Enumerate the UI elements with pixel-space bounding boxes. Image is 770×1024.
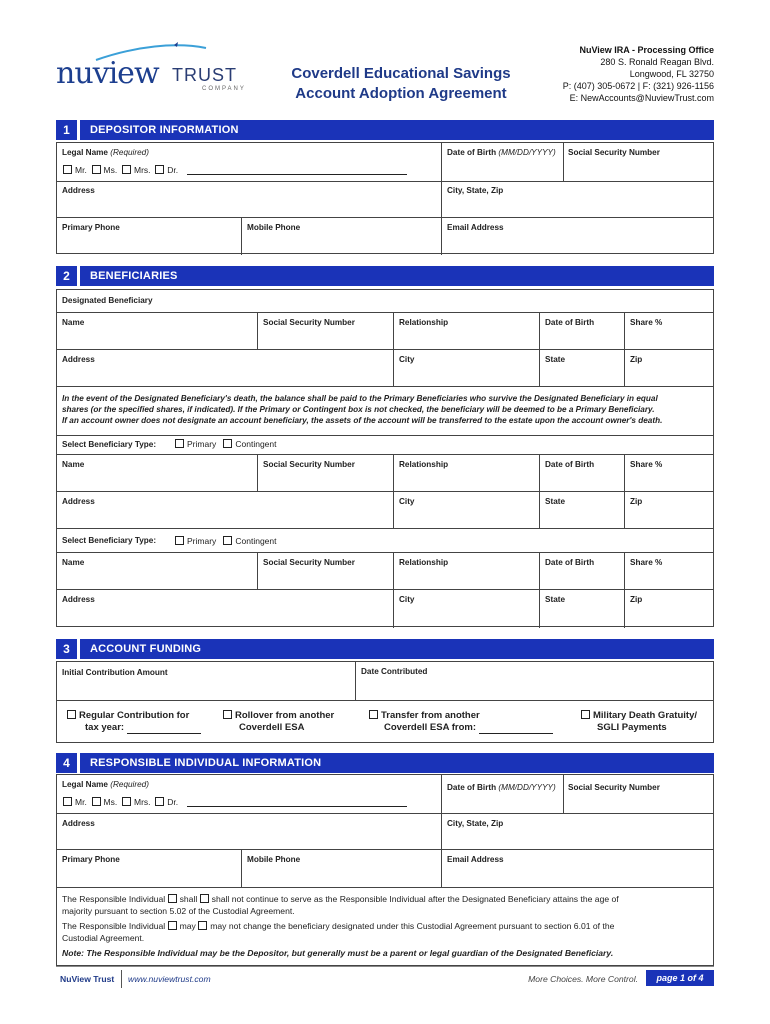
- state-label: State: [545, 595, 566, 604]
- divider: [57, 435, 713, 436]
- dob-text: Date of Birth: [447, 148, 497, 157]
- relationship-label: Relationship: [399, 318, 449, 327]
- required-text: (Required): [110, 780, 149, 789]
- initial-contribution-label: Initial Contribution Amount: [62, 668, 168, 677]
- mrs-checkbox[interactable]: [122, 797, 131, 806]
- divider: [57, 312, 713, 313]
- email-label: Email Address: [447, 223, 504, 232]
- divider: [241, 849, 242, 887]
- mrs-label: Mrs.: [133, 165, 151, 175]
- contingent-label: Contingent: [235, 536, 277, 546]
- page-indicator: page 1 of 4: [646, 970, 714, 986]
- transfer-from-input[interactable]: [479, 733, 553, 734]
- document-title: [270, 64, 532, 104]
- footer-slogan: More Choices. More Control.: [528, 974, 638, 984]
- clause-text: may not change the beneficiary designated under this Custodial Agreement pursuant to section 6.01 of the: [210, 921, 615, 931]
- mr-label: Mr.: [75, 165, 87, 175]
- relationship-label: Relationship: [399, 558, 449, 567]
- section-number: 4: [56, 753, 80, 773]
- option-label: Regular Contribution for: [79, 710, 190, 721]
- office-city: Longwood, FL 32750: [629, 69, 714, 79]
- dob-format: (MM/DD/YYYY): [498, 148, 556, 157]
- dob-label: Date of Birth: [545, 460, 595, 469]
- divider: [563, 143, 564, 181]
- clause-text: Custodial Agreement.: [62, 932, 145, 943]
- dob-label: Date of Birth: [545, 318, 595, 327]
- section-number: 3: [56, 639, 80, 659]
- name-label: Name: [62, 318, 85, 327]
- shall-label: shall: [179, 894, 198, 904]
- clause-text: The Responsible Individual: [62, 894, 166, 904]
- option-transfer: [369, 710, 553, 734]
- address-label: Address: [62, 595, 95, 604]
- section-title: ACCOUNT FUNDING: [90, 643, 202, 655]
- divider: [57, 454, 713, 455]
- state-label: State: [545, 355, 566, 364]
- dob-label: [447, 783, 556, 792]
- contingent-checkbox[interactable]: [223, 439, 232, 448]
- zip-label: Zip: [630, 497, 643, 506]
- option-regular-contribution: [67, 710, 201, 734]
- option-label: tax year:: [85, 722, 125, 733]
- office-phone: P: (407) 305-0672 | F: (321) 926-1156: [562, 81, 714, 91]
- ms-checkbox[interactable]: [92, 797, 101, 806]
- share-label: Share %: [630, 460, 663, 469]
- legal-name-label: [62, 780, 149, 789]
- dr-checkbox[interactable]: [155, 797, 164, 806]
- dr-label: Dr.: [167, 165, 179, 175]
- ssn-label: Social Security Number: [263, 460, 355, 469]
- office-street: 280 S. Ronald Reagan Blvd.: [600, 57, 714, 67]
- option-label: Coverdell ESA from:: [384, 722, 477, 733]
- legal-name-label: [62, 148, 149, 157]
- email-label: Email Address: [447, 855, 504, 864]
- mrs-checkbox[interactable]: [122, 165, 131, 174]
- section-bar-depositor: [56, 120, 714, 140]
- divider: [257, 312, 258, 349]
- dob-format: (MM/DD/YYYY): [498, 783, 556, 792]
- regular-contribution-checkbox[interactable]: [67, 710, 76, 719]
- primary-label: Primary: [187, 536, 217, 546]
- divider: [441, 849, 442, 887]
- legal-name-input[interactable]: [187, 174, 407, 175]
- title-options: [63, 165, 407, 175]
- select-type-label: Select Beneficiary Type:: [62, 536, 157, 545]
- dr-label: Dr.: [167, 797, 179, 807]
- funding-form: [56, 661, 714, 743]
- required-text: (Required): [110, 148, 149, 157]
- designated-beneficiary-label: Designated Beneficiary: [62, 296, 153, 305]
- beneficiary-type-options: [175, 536, 277, 546]
- footer: [56, 970, 714, 988]
- dr-checkbox[interactable]: [155, 165, 164, 174]
- divider: [57, 491, 713, 492]
- ssn-label: Social Security Number: [263, 558, 355, 567]
- divider: [57, 552, 713, 553]
- ms-checkbox[interactable]: [92, 165, 101, 174]
- primary-checkbox[interactable]: [175, 536, 184, 545]
- date-contributed-label: Date Contributed: [361, 667, 428, 676]
- footer-website-link[interactable]: www.nuviewtrust.com: [128, 974, 211, 984]
- zip-label: Zip: [630, 595, 643, 604]
- title-line-1: Coverdell Educational Savings: [291, 65, 511, 82]
- divider: [57, 849, 713, 850]
- legal-name-text: Legal Name: [62, 780, 108, 789]
- dob-label: [447, 148, 556, 157]
- shall-not-checkbox[interactable]: [200, 894, 209, 903]
- name-label: Name: [62, 558, 85, 567]
- title-line-2: Account Adoption Agreement: [295, 85, 507, 102]
- ssn-label: Social Security Number: [263, 318, 355, 327]
- city-label: City: [399, 497, 415, 506]
- divider: [441, 775, 442, 849]
- address-label: Address: [62, 497, 95, 506]
- beneficiaries-form: [56, 289, 714, 627]
- section-bar-beneficiaries: [56, 266, 714, 286]
- divider: [57, 589, 713, 590]
- mr-checkbox[interactable]: [63, 165, 72, 174]
- address-label: Address: [62, 355, 95, 364]
- option-label: Military Death Gratuity/: [593, 710, 697, 721]
- notice-line: If an account owner does not designate an account beneficiary, the assets of the account will be transferred to the estate upon the account owner's death.: [62, 416, 663, 425]
- transfer-checkbox[interactable]: [369, 710, 378, 719]
- option-label: SGLI Payments: [597, 722, 667, 733]
- contingent-label: Contingent: [235, 439, 277, 449]
- logo-brand: nuview: [56, 56, 159, 91]
- responsible-note: Note: The Responsible Individual may be the Depositor, but generally must be a parent or legal guardian of the Designated Beneficiary.: [62, 948, 614, 958]
- responsible-change-clause: [62, 921, 712, 944]
- zip-label: Zip: [630, 355, 643, 364]
- notice-line: shares (or the specified shares, if indicated). If the Primary or Contingent box is not checked, the beneficiary will be deemed to be a Primary Beneficiary.: [62, 405, 655, 414]
- mr-label: Mr.: [75, 797, 87, 807]
- divider: [563, 775, 564, 813]
- may-not-checkbox[interactable]: [198, 921, 207, 930]
- option-label: Transfer from another: [381, 710, 480, 721]
- state-label: State: [545, 497, 566, 506]
- office-title: NuView IRA - Processing Office: [579, 45, 714, 55]
- divider: [57, 700, 713, 701]
- divider: [241, 217, 242, 255]
- divider: [441, 217, 442, 255]
- section-number: 2: [56, 266, 80, 286]
- ms-label: Ms.: [103, 797, 118, 807]
- divider: [441, 143, 442, 217]
- mobile-phone-label: Mobile Phone: [247, 855, 301, 864]
- footer-divider: [56, 966, 714, 967]
- option-military: [581, 710, 697, 734]
- divider: [355, 662, 356, 700]
- divider: [393, 552, 394, 628]
- footer-company: NuView Trust: [60, 974, 115, 984]
- beneficiary-type-options: [175, 439, 277, 449]
- dob-text: Date of Birth: [447, 783, 497, 792]
- mrs-label: Mrs.: [133, 797, 151, 807]
- responsible-individual-form: [56, 774, 714, 966]
- clause-text: The Responsible Individual: [62, 921, 166, 931]
- notice-line: In the event of the Designated Beneficiary's death, the balance shall be paid to the Primary Beneficiaries who survive the Designated Beneficiary in equal: [62, 394, 658, 403]
- select-type-label: Select Beneficiary Type:: [62, 440, 157, 449]
- legal-name-input[interactable]: [187, 806, 407, 807]
- section-title: RESPONSIBLE INDIVIDUAL INFORMATION: [90, 757, 322, 769]
- section-title: BENEFICIARIES: [90, 270, 178, 282]
- divider: [539, 552, 540, 628]
- divider: [624, 552, 625, 628]
- ssn-label: Social Security Number: [568, 783, 660, 792]
- option-rollover: [223, 710, 334, 734]
- beneficiary-notice: [62, 393, 712, 426]
- city-state-zip-label: City, State, Zip: [447, 819, 504, 828]
- may-label: may: [179, 921, 196, 931]
- section-title: DEPOSITOR INFORMATION: [90, 124, 239, 136]
- logo-trust: TRUST: [172, 65, 237, 85]
- city-label: City: [399, 355, 415, 364]
- depositor-form: [56, 142, 714, 254]
- ms-label: Ms.: [103, 165, 118, 175]
- clause-text: majority pursuant to section 5.02 of the Custodial Agreement.: [62, 905, 295, 916]
- primary-label: Primary: [187, 439, 217, 449]
- ssn-label: Social Security Number: [568, 148, 660, 157]
- divider: [57, 181, 713, 182]
- mr-checkbox[interactable]: [63, 797, 72, 806]
- responsible-continue-clause: [62, 894, 712, 917]
- nuview-trust-logo: [56, 42, 246, 100]
- footer-separator: [121, 970, 122, 988]
- section-number: 1: [56, 120, 80, 140]
- address-label: Address: [62, 819, 95, 828]
- address-label: Address: [62, 186, 95, 195]
- divider: [57, 528, 713, 529]
- primary-phone-label: Primary Phone: [62, 855, 120, 864]
- clause-text: shall not continue to serve as the Responsible Individual after the Designated Beneficiary attains the age of: [211, 894, 619, 904]
- title-options: [63, 797, 407, 807]
- divider: [57, 813, 713, 814]
- rollover-checkbox[interactable]: [223, 710, 232, 719]
- primary-phone-label: Primary Phone: [62, 223, 120, 232]
- logo-company: COMPANY: [202, 86, 246, 92]
- tax-year-input[interactable]: [127, 733, 201, 734]
- divider: [57, 349, 713, 350]
- contingent-checkbox[interactable]: [223, 536, 232, 545]
- city-label: City: [399, 595, 415, 604]
- dob-label: Date of Birth: [545, 558, 595, 567]
- option-label: Rollover from another: [235, 710, 335, 721]
- divider: [257, 552, 258, 589]
- shall-checkbox[interactable]: [168, 894, 177, 903]
- section-bar-funding: [56, 639, 714, 659]
- option-label: Coverdell ESA: [239, 722, 305, 733]
- legal-name-text: Legal Name: [62, 148, 108, 157]
- divider: [57, 386, 713, 387]
- name-label: Name: [62, 460, 85, 469]
- section-bar-responsible: [56, 753, 714, 773]
- primary-checkbox[interactable]: [175, 439, 184, 448]
- share-label: Share %: [630, 318, 663, 327]
- may-checkbox[interactable]: [168, 921, 177, 930]
- relationship-label: Relationship: [399, 460, 449, 469]
- mobile-phone-label: Mobile Phone: [247, 223, 301, 232]
- divider: [57, 887, 713, 888]
- military-checkbox[interactable]: [581, 710, 590, 719]
- city-state-zip-label: City, State, Zip: [447, 186, 504, 195]
- divider: [257, 454, 258, 491]
- divider: [57, 217, 713, 218]
- processing-office-address: [563, 44, 714, 104]
- office-email: E: NewAccounts@NuviewTrust.com: [569, 93, 714, 103]
- share-label: Share %: [630, 558, 663, 567]
